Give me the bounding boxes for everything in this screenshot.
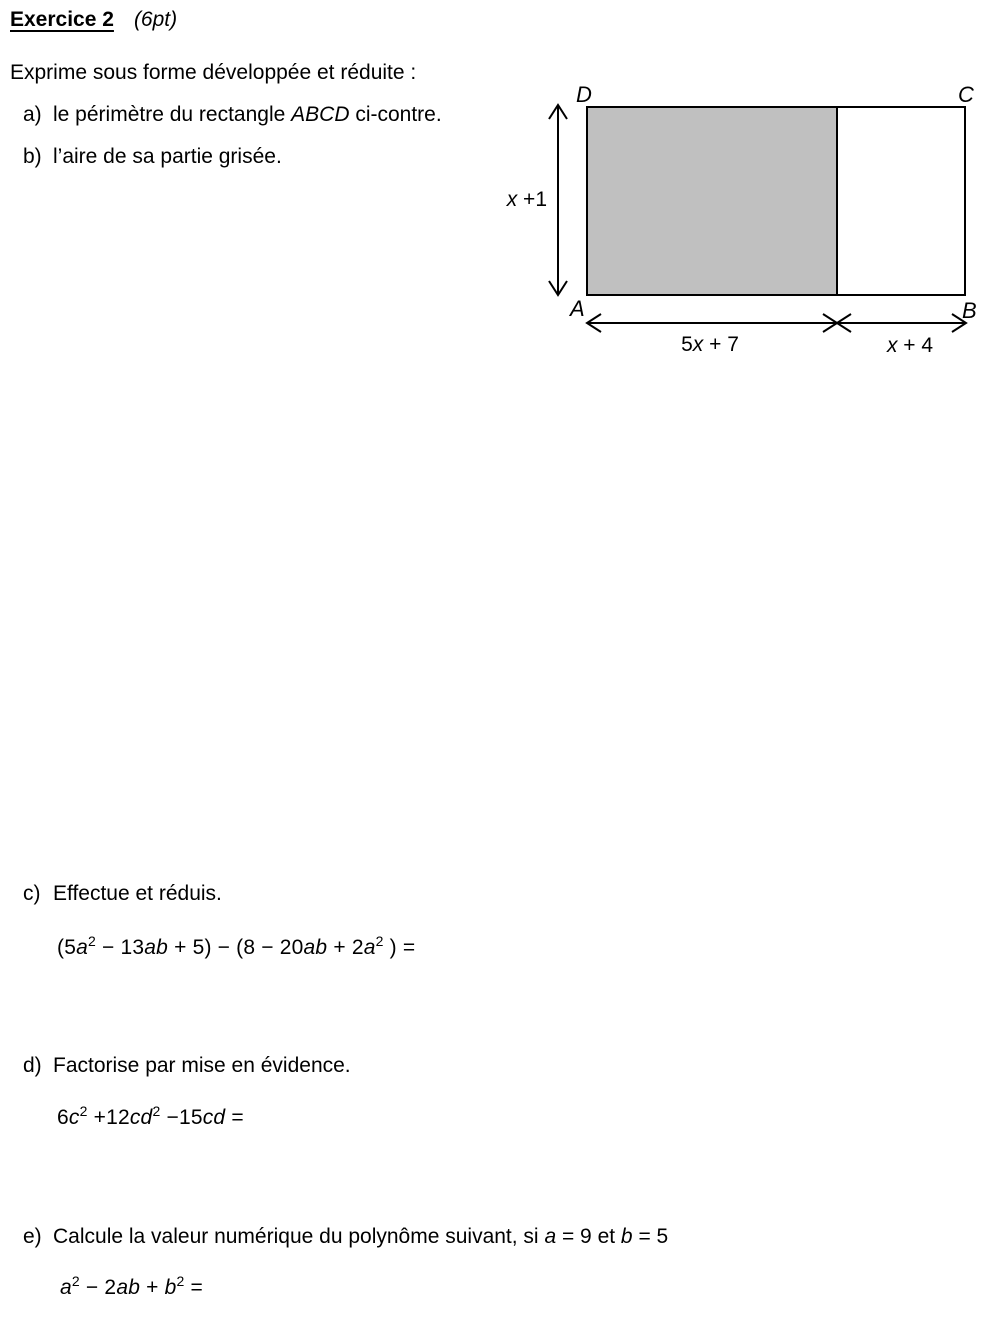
question-b-text: l’aire de sa partie grisée.	[53, 145, 282, 168]
exercise-points: (6pt)	[133, 8, 178, 31]
exercise-header	[10, 8, 177, 32]
question-a-label: a)	[23, 103, 42, 126]
question-d-label: d)	[23, 1054, 42, 1077]
question-e-label: e)	[23, 1225, 42, 1248]
question-a-text-before: le périmètre du rectangle	[53, 103, 292, 126]
formula-c: $(5a^2 - 13ab + 5) - (8 - 20ab + 2a^2$ ) =	[57, 933, 416, 959]
question-c-label: c)	[23, 882, 41, 905]
question-d	[23, 1054, 351, 1078]
question-a-text-after: ci-contre.	[349, 103, 442, 126]
question-e-var-a: a	[544, 1225, 557, 1248]
height-dimension-label: x +1	[506, 188, 547, 211]
question-d-text: Factorise par mise en évidence.	[53, 1054, 351, 1077]
corner-label-a: A	[570, 296, 585, 321]
question-e-text-before: Calcule la valeur numérique du polynôme suivant, si	[53, 1225, 545, 1248]
question-e-text-mid: = 9 et	[556, 1225, 621, 1248]
question-c	[23, 882, 222, 906]
question-e	[23, 1225, 668, 1249]
formula-d: $6c^2 +12cd^2 -15cd$ =	[57, 1103, 244, 1129]
question-a-shape-name: ABCD	[291, 103, 350, 126]
width-left-dimension-label: 5x + 7	[681, 333, 739, 356]
formula-e: $a^2 - 2ab + b^2$ =	[60, 1273, 204, 1299]
exercise-title: Exercice 2	[10, 8, 114, 31]
question-a	[23, 103, 442, 127]
dimension-arrows	[540, 95, 986, 345]
question-b-label: b)	[23, 145, 42, 168]
question-e-text-after: = 5	[632, 1225, 669, 1248]
corner-label-c: C	[958, 82, 974, 107]
corner-label-d: D	[576, 82, 592, 107]
question-b	[23, 145, 282, 169]
width-right-dimension-label: x + 4	[886, 334, 934, 357]
question-e-var-b: b	[620, 1225, 633, 1248]
corner-label-b: B	[962, 298, 977, 323]
intro-text: Exprime sous forme développée et réduite :	[10, 61, 417, 84]
question-c-text: Effectue et réduis.	[53, 882, 222, 905]
